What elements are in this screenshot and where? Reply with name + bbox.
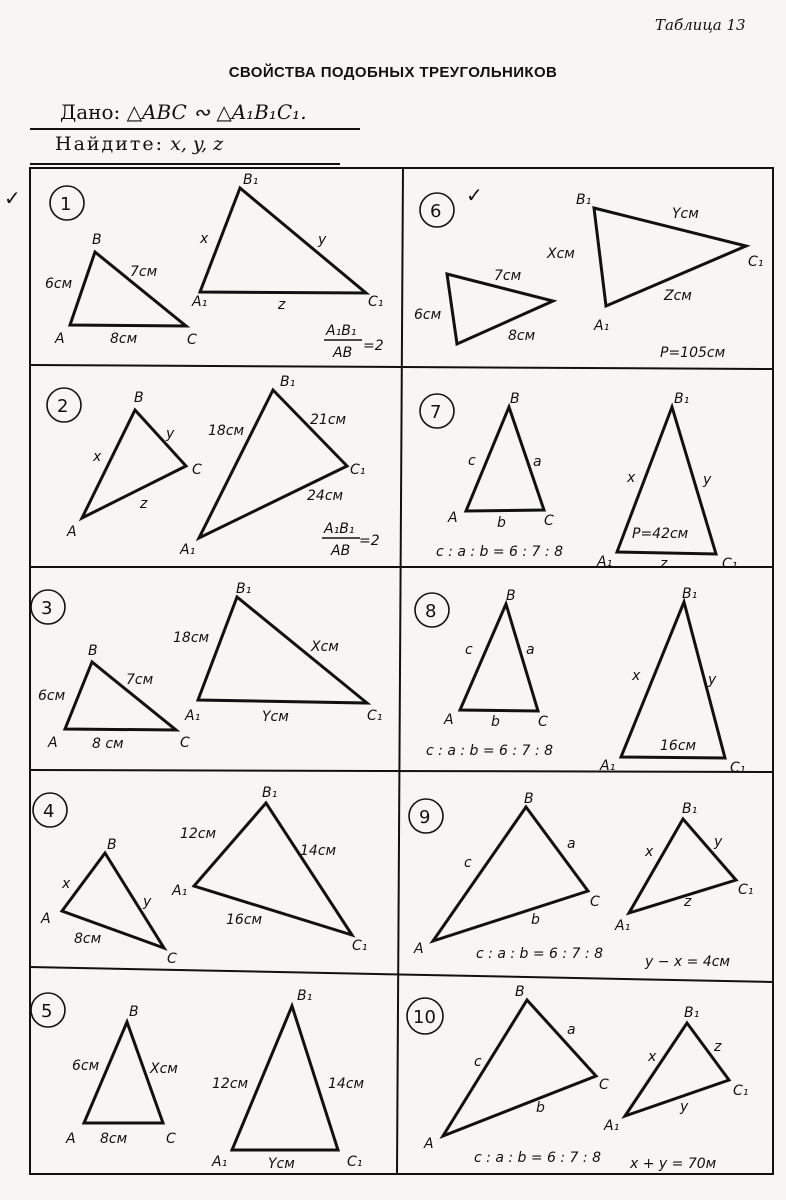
side-label: 8см: [74, 931, 102, 947]
vertex-label: A₁: [597, 554, 613, 570]
problem-1: [45, 172, 384, 361]
ratio-denominator: AB: [333, 345, 353, 361]
side-label: 6см: [45, 276, 73, 292]
find-label: Найдите:: [55, 133, 165, 155]
side-label: 21см: [310, 412, 347, 428]
vertex-label: C₁: [748, 254, 764, 270]
side-label: Xсм: [150, 1061, 178, 1077]
vertex-label: C₁: [722, 556, 738, 572]
vertex-label: A: [448, 510, 458, 526]
ratio-note: c : a : b = 6 : 7 : 8: [436, 544, 563, 560]
vertex-label: C: [167, 951, 177, 967]
side-label: y: [680, 1099, 689, 1115]
problem-8: [415, 586, 745, 776]
side-label: 16см: [226, 912, 263, 928]
triangle-a1b1c1: [625, 1023, 729, 1116]
problem-number: 5: [41, 1001, 53, 1022]
side-label: 12см: [212, 1076, 249, 1092]
problem-number: 7: [430, 402, 442, 423]
side-label: 7см: [494, 268, 522, 284]
vertex-label: C₁: [350, 462, 366, 478]
ratio-numerator: A₁B₁: [324, 521, 355, 537]
checkmark-icon: ✓: [4, 186, 21, 210]
side-label: 8см: [508, 328, 536, 344]
triangle-abc: [443, 1000, 596, 1136]
side-label: 6см: [38, 688, 66, 704]
side-label: 8см: [110, 331, 138, 347]
vertex-label: A: [414, 941, 424, 957]
side-label: Yсм: [672, 206, 699, 222]
vertex-label: C: [544, 513, 554, 529]
vertex-label: C₁: [352, 938, 368, 954]
vertex-label: A₁: [600, 758, 616, 774]
side-label: c: [474, 1054, 482, 1070]
problem-number: 9: [419, 807, 431, 828]
vertex-label: C: [180, 735, 190, 751]
vertex-label: B: [129, 1004, 139, 1020]
perimeter-note: P=42см: [632, 526, 689, 542]
triangle-abc: [447, 274, 553, 344]
vertex-label: B₁: [684, 1005, 700, 1021]
side-label: x: [645, 844, 654, 860]
side-label: a: [567, 1022, 576, 1038]
side-label: x: [648, 1049, 657, 1065]
side-label: Yсм: [268, 1156, 295, 1172]
side-label: 7см: [130, 264, 158, 280]
vertex-label: B₁: [243, 172, 259, 188]
triangle-a1b1c1: [200, 188, 366, 293]
triangle-a1b1c1: [198, 597, 367, 703]
condition-note: y − x = 4см: [645, 954, 730, 970]
side-label: y: [714, 834, 723, 850]
problem-number: 2: [57, 396, 69, 417]
problem-2: [47, 374, 380, 559]
vertex-label: B: [92, 232, 102, 248]
side-label: c: [468, 453, 476, 469]
vertex-label: C₁: [733, 1083, 749, 1099]
vertex-label: A₁: [185, 708, 201, 724]
side-label: 12см: [180, 826, 217, 842]
vertex-label: A: [55, 331, 65, 347]
vertex-label: B: [506, 588, 516, 604]
vertex-label: B: [107, 837, 117, 853]
side-label: x: [627, 470, 636, 486]
side-label: a: [526, 642, 535, 658]
side-label: z: [714, 1039, 722, 1055]
side-label: x: [632, 668, 641, 684]
page-label: Таблица 13: [655, 16, 746, 34]
given-expression: △ABC ∾ △A₁B₁C₁.: [126, 100, 307, 124]
vertex-label: C₁: [730, 760, 746, 776]
side-label: y: [166, 426, 175, 442]
vertex-label: B₁: [674, 391, 690, 407]
problem-number: 6: [430, 201, 442, 222]
ratio-equals: =2: [363, 338, 384, 354]
side-label: x: [93, 449, 102, 465]
vertex-label: A: [66, 1131, 76, 1147]
ratio-note: c : a : b = 6 : 7 : 8: [426, 743, 553, 759]
column-divider: [397, 168, 403, 1174]
vertex-label: B₁: [576, 192, 592, 208]
triangle-abc: [65, 662, 176, 730]
vertex-label: C: [599, 1077, 609, 1093]
side-label: z: [684, 894, 692, 910]
vertex-label: B₁: [280, 374, 296, 390]
vertex-label: C₁: [738, 882, 754, 898]
vertex-label: B₁: [297, 988, 313, 1004]
ratio-denominator: AB: [331, 543, 351, 559]
vertex-label: B: [515, 984, 525, 1000]
table-grid: [30, 168, 773, 1174]
vertex-label: B: [134, 390, 144, 406]
triangle-abc: [70, 252, 186, 326]
side-label: b: [531, 912, 540, 928]
triangle-a1b1c1: [194, 803, 352, 935]
side-label: 24см: [307, 488, 344, 504]
vertex-label: B: [510, 391, 520, 407]
side-label: 14см: [328, 1076, 365, 1092]
ratio-note: c : a : b = 6 : 7 : 8: [476, 946, 603, 962]
side-label: 6см: [414, 307, 442, 323]
side-label: 6см: [72, 1058, 100, 1074]
vertex-label: A: [48, 735, 58, 751]
vertex-label: B₁: [682, 801, 698, 817]
find-variables: x, y, z: [170, 133, 224, 155]
vertex-label: A₁: [604, 1118, 620, 1134]
side-label: a: [567, 836, 576, 852]
problem-number: 8: [425, 601, 437, 622]
vertex-label: C₁: [368, 294, 384, 310]
vertex-label: B: [88, 643, 98, 659]
side-label: x: [200, 231, 209, 247]
problem-number: 4: [43, 801, 55, 822]
side-label: a: [533, 454, 542, 470]
side-label: y: [318, 232, 327, 248]
vertex-label: B₁: [236, 581, 252, 597]
perimeter-note: P=105см: [660, 345, 726, 361]
vertex-label: C: [538, 714, 548, 730]
problem-number: 10: [413, 1007, 436, 1028]
vertex-label: A₁: [172, 883, 188, 899]
vertex-label: C: [590, 894, 600, 910]
side-label: b: [497, 515, 506, 531]
side-label: b: [491, 714, 500, 730]
vertex-label: A: [444, 712, 454, 728]
ratio-note: c : a : b = 6 : 7 : 8: [474, 1150, 601, 1166]
checkmark-icon: ✓: [466, 183, 483, 207]
side-label: c: [464, 855, 472, 871]
problem-number: 3: [41, 598, 53, 619]
side-label: 16см: [660, 738, 697, 754]
problem-5: [31, 988, 365, 1172]
problem-10: [407, 984, 748, 1172]
vertex-label: A: [424, 1136, 434, 1152]
side-label: 7см: [126, 672, 154, 688]
row-divider: [30, 770, 773, 772]
problem-7: [420, 391, 737, 572]
vertex-label: C₁: [347, 1154, 363, 1170]
side-label: y: [708, 672, 717, 688]
ratio-equals: =2: [359, 533, 380, 549]
vertex-label: A₁: [212, 1154, 228, 1170]
side-label: z: [660, 556, 668, 572]
vertex-label: B₁: [262, 785, 278, 801]
vertex-label: A: [67, 524, 77, 540]
side-label: z: [278, 297, 286, 313]
vertex-label: C: [166, 1131, 176, 1147]
ratio-numerator: A₁B₁: [326, 323, 357, 339]
vertex-label: A₁: [594, 318, 610, 334]
side-label: x: [62, 876, 71, 892]
side-label: c: [465, 642, 473, 658]
side-label: 18см: [173, 630, 210, 646]
vertex-label: C: [187, 332, 197, 348]
condition-note: x + y = 70м: [630, 1156, 717, 1172]
side-label: b: [536, 1100, 545, 1116]
vertex-label: C: [192, 462, 202, 478]
side-label: y: [703, 472, 712, 488]
side-label: 18см: [208, 423, 245, 439]
side-label: Xсм: [547, 246, 575, 262]
triangle-abc: [433, 807, 588, 941]
problem-9: [409, 791, 753, 970]
vertex-label: B₁: [682, 586, 698, 602]
vertex-label: B: [524, 791, 534, 807]
problem-3: [31, 581, 382, 752]
side-label: Zсм: [664, 288, 692, 304]
vertex-label: C₁: [367, 708, 383, 724]
given-label: Дано:: [60, 100, 121, 124]
side-label: y: [143, 894, 152, 910]
side-label: 8см: [100, 1131, 128, 1147]
vertex-label: A₁: [180, 542, 196, 558]
side-label: z: [140, 496, 148, 512]
vertex-label: A: [41, 911, 51, 927]
side-label: Yсм: [262, 709, 289, 725]
problem-6: [414, 183, 763, 361]
vertex-label: A₁: [615, 918, 631, 934]
side-label: 14см: [300, 843, 337, 859]
side-label: Xсм: [311, 639, 339, 655]
page-title: СВОЙСТВА ПОДОБНЫХ ТРЕУГОЛЬНИКОВ: [228, 64, 558, 81]
problem-number: 1: [60, 194, 72, 215]
vertex-label: A₁: [192, 294, 208, 310]
problem-4: [33, 785, 367, 967]
side-label: 8 см: [92, 736, 124, 752]
